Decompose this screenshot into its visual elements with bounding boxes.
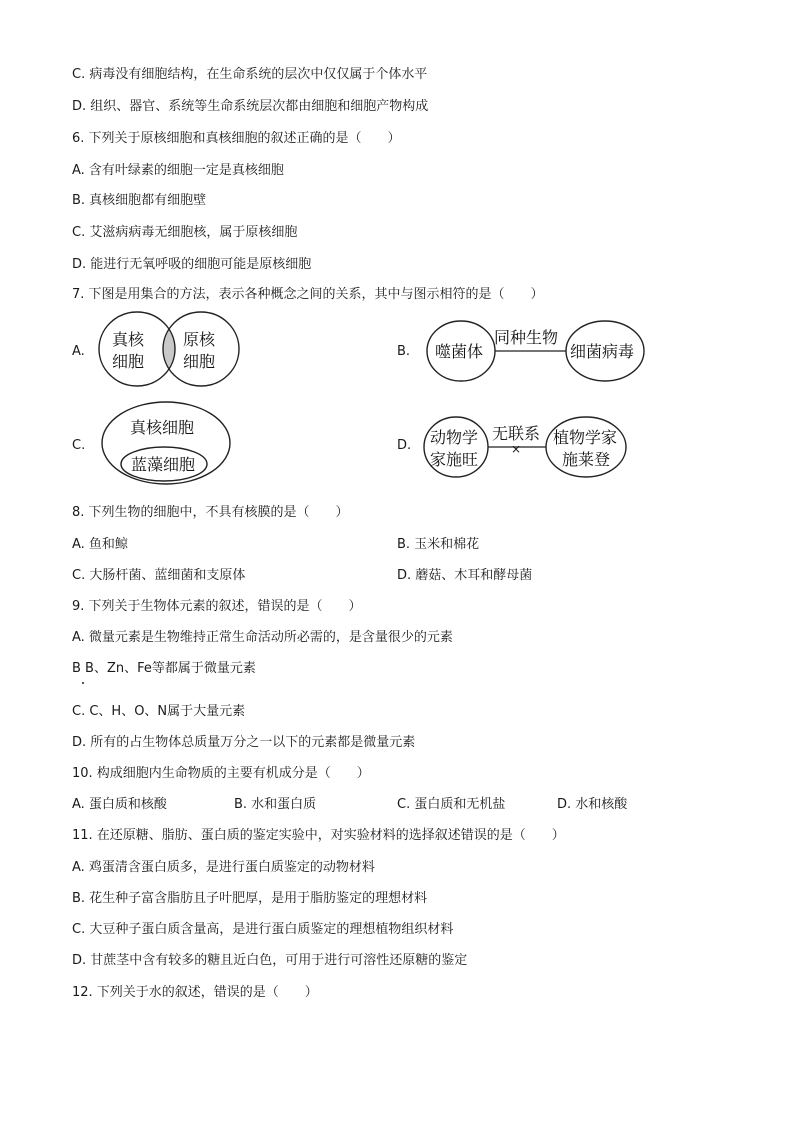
q11-option-a: A. 鸡蛋清含蛋白质多，是进行蛋白质鉴定的动物材料 — [72, 860, 375, 875]
q7-option-a-label: A. — [72, 344, 85, 359]
q9-stem: 9. 下列关于生物体元素的叙述，错误的是（ ） — [72, 599, 362, 614]
diag-d-cross-mark: × — [511, 442, 522, 456]
diag-d-left-line2: 家施旺 — [430, 450, 479, 469]
q12-stem: 12. 下列关于水的叙述，错误的是（ ） — [72, 985, 318, 1000]
q7-stem: 7. 下图是用集合的方法，表示各种概念之间的关系，其中与图示相符的是（ ） — [72, 287, 544, 302]
q11-option-c: C. 大豆种子蛋白质含量高，是进行蛋白质鉴定的理想植物组织材料 — [72, 922, 454, 937]
diag-d-left-line1: 动物学 — [430, 428, 479, 447]
q7-diagram-c — [100, 400, 234, 486]
diag-b-left-text: 噬菌体 — [435, 342, 484, 361]
q10-option-a: A. 蛋白质和核酸 — [72, 797, 167, 812]
q11-option-d: D. 甘蔗茎中含有较多的糖且近白色，可用于进行可溶性还原糖的鉴定 — [72, 953, 468, 968]
q5-option-d: D. 组织、器官、系统等生命系统层次都由细胞和细胞产物构成 — [72, 99, 429, 114]
diag-a-left-line2: 细胞 — [112, 352, 145, 371]
q7-option-c-label: C. — [72, 438, 86, 453]
diag-a-right-line2: 细胞 — [183, 352, 216, 371]
q10-option-c: C. 蛋白质和无机盐 — [397, 797, 506, 812]
q7-diagram-b — [424, 318, 646, 384]
q10-stem: 10. 构成细胞内生命物质的主要有机成分是（ ） — [72, 766, 370, 781]
q8-stem: 8. 下列生物的细胞中，不具有核膜的是（ ） — [72, 505, 349, 520]
diag-d-right-line1: 植物学家 — [553, 428, 618, 447]
q8-option-b: B. 玉米和棉花 — [397, 537, 480, 552]
diag-d-right-line2: 施莱登 — [562, 450, 611, 469]
q6-option-d: D. 能进行无氧呼吸的细胞可能是原核细胞 — [72, 257, 312, 272]
q8-option-c: C. 大肠杆菌、蓝细菌和支原体 — [72, 568, 246, 583]
q9-option-b: B B、Zn、Fe等都属于微量元素 — [72, 661, 256, 676]
diag-b-relation-text: 同种生物 — [494, 328, 559, 347]
q10-option-b: B. 水和蛋白质 — [234, 797, 317, 812]
q6-option-c: C. 艾滋病病毒无细胞核，属于原核细胞 — [72, 225, 298, 240]
q6-option-a: A. 含有叶绿素的细胞一定是真核细胞 — [72, 163, 284, 178]
stray-dot — [82, 682, 84, 684]
q6-stem: 6. 下列关于原核细胞和真核细胞的叙述正确的是（ ） — [72, 131, 401, 146]
diag-a-left-line1: 真核 — [112, 330, 145, 349]
diag-a-right-line1: 原核 — [183, 330, 216, 349]
diag-b-right-text: 细菌病毒 — [570, 342, 635, 361]
q7-option-d-label: D. — [397, 438, 412, 453]
diag-c-outer-text: 真核细胞 — [130, 418, 195, 437]
q7-diagram-a — [96, 308, 246, 390]
q8-option-d: D. 蘑菇、木耳和酵母菌 — [397, 568, 533, 583]
q8-option-a: A. 鱼和鲸 — [72, 537, 128, 552]
diag-d-relation-text: 无联系 — [492, 424, 541, 443]
q7-option-b-label: B. — [397, 344, 411, 359]
q7-diagram-d — [422, 414, 630, 480]
q6-option-b: B. 真核细胞都有细胞壁 — [72, 193, 207, 208]
q11-stem: 11. 在还原糖、脂肪、蛋白质的鉴定实验中，对实验材料的选择叙述错误的是（ ） — [72, 828, 565, 843]
q11-option-b: B. 花生种子富含脂肪且子叶肥厚，是用于脂肪鉴定的理想材料 — [72, 891, 428, 906]
q10-option-d: D. 水和核酸 — [557, 797, 628, 812]
q5-option-c: C. 病毒没有细胞结构，在生命系统的层次中仅仅属于个体水平 — [72, 67, 428, 82]
q9-option-a: A. 微量元素是生物维持正常生命活动所必需的，是含量很少的元素 — [72, 630, 453, 645]
q9-option-c: C. C、H、O、N属于大量元素 — [72, 704, 246, 719]
diag-c-inner-text: 蓝藻细胞 — [131, 455, 196, 474]
q9-option-d: D. 所有的占生物体总质量万分之一以下的元素都是微量元素 — [72, 735, 416, 750]
